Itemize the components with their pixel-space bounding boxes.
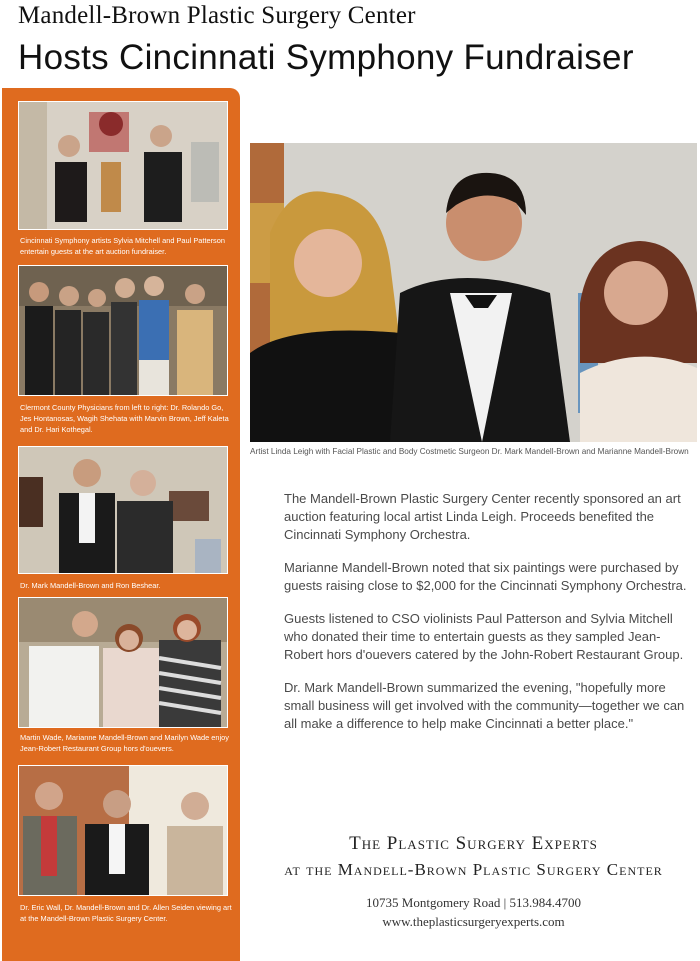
photo-caption: Dr. Mark Mandell-Brown and Ron Beshear. xyxy=(20,581,161,590)
three-guests-photo xyxy=(18,597,228,728)
website-url: www.theplasticsurgeryexperts.com xyxy=(382,914,565,929)
hero-caption: Artist Linda Leigh with Facial Plastic and Body Costmetic Surgeon Dr. Mark Mandell-Brown and Marianne Mandell-Brown xyxy=(250,447,689,456)
violinists-photo xyxy=(18,101,228,230)
hero-photo xyxy=(250,143,697,442)
article-paragraph: Guests listened to CSO violinists Paul Patterson and Sylvia Mitchell who donated their time to entertain guests as they sampled Jean-Robert hors d'ouevers catered by the John-Robert Restaurant Group. xyxy=(284,611,684,662)
address-phone: 10735 Montgomery Road | 513.984.4700 xyxy=(366,895,581,910)
brand-tagline: The Plastic Surgery Experts xyxy=(349,833,598,854)
kicker-title: Mandell-Brown Plastic Surgery Center xyxy=(18,2,416,29)
article-paragraph: The Mandell-Brown Plastic Surgery Center recently sponsored an art auction featuring local artist Linda Leigh. Proceeds benefited the Cincinnati Symphony Orchestra. xyxy=(284,491,681,542)
page-title: Hosts Cincinnati Symphony Fundraiser xyxy=(18,38,634,77)
photo-caption: Martin Wade, Marianne Mandell-Brown and Marilyn Wade enjoy Jean-Robert Restaurant Group hors d'ouevers. xyxy=(20,733,229,753)
article-body xyxy=(284,490,696,748)
physicians-group-photo xyxy=(18,265,228,396)
article-paragraph: Dr. Mark Mandell-Brown summarized the evening, "hopefully more small business will get involved with the community—together we can all make a difference to help make Cincinnati a better place." xyxy=(284,680,685,731)
three-doctors-photo xyxy=(18,765,228,896)
photo-caption: Clermont County Physicians from left to right: Dr. Rolando Go, Jes Hontanosas, Wagih Shehata with Marvin Brown, Jeff Kaleta and Dr. Hari Kothegal. xyxy=(20,403,229,434)
photo-caption: Cincinnati Symphony artists Sylvia Mitchell and Paul Patterson entertain guests at the art auction fundraiser. xyxy=(20,236,225,256)
brand-subtitle: at the Mandell-Brown Plastic Surgery Center xyxy=(284,860,663,879)
two-men-photo xyxy=(18,446,228,574)
article-paragraph: Marianne Mandell-Brown noted that six paintings were purchased by guests raising close to $2,000 for the Cincinnati Symphony Orchestra. xyxy=(284,560,687,593)
photo-caption: Dr. Eric Wall, Dr. Mandell-Brown and Dr. Allen Seiden viewing art at the Mandell-Brown Plastic Surgery Center. xyxy=(20,903,232,923)
